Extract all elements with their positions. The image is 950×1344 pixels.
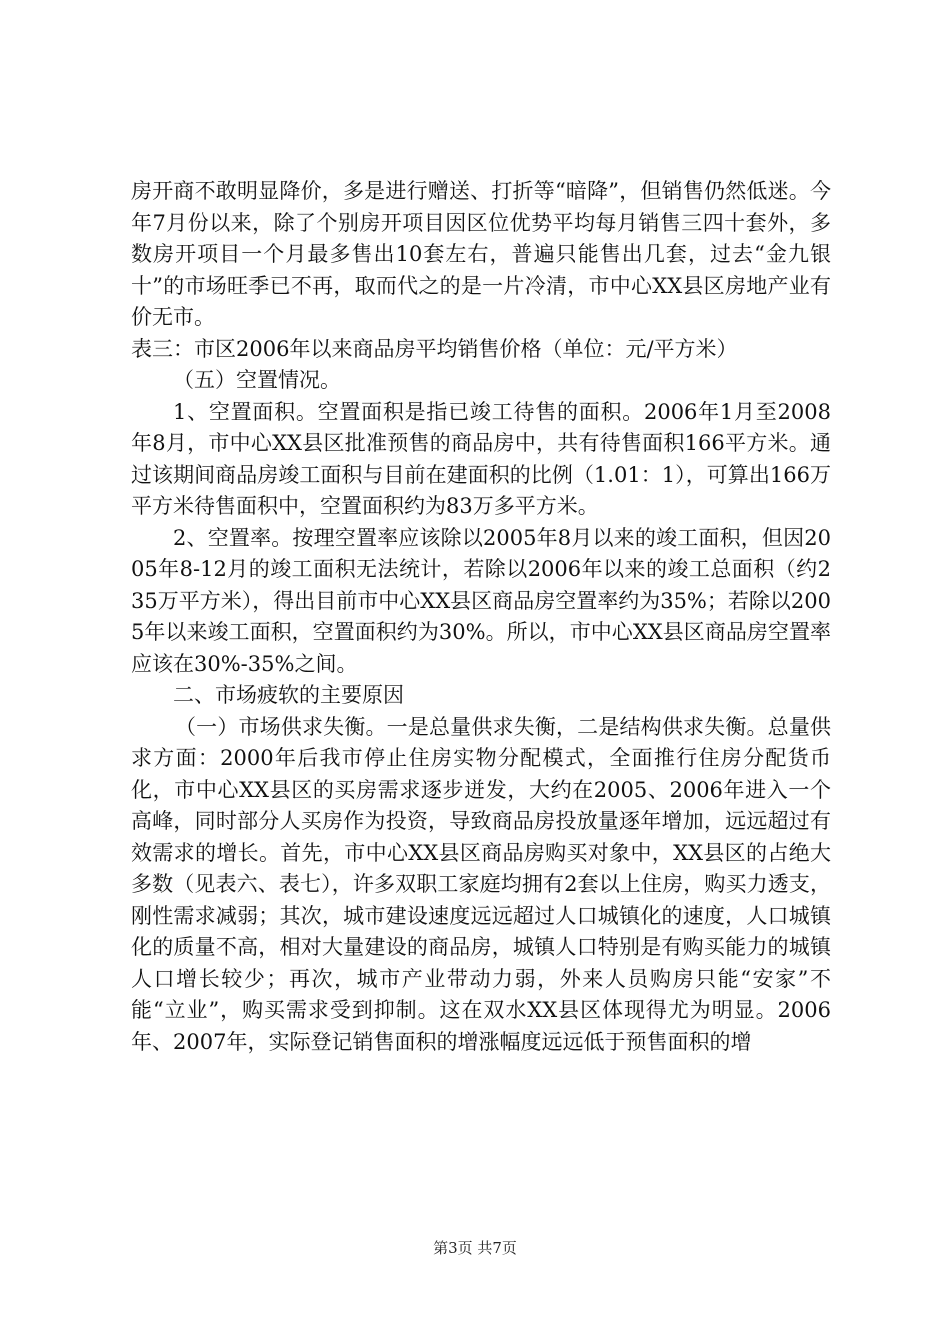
paragraph-supply-demand-imbalance: （一）市场供求失衡。一是总量供求失衡，二是结构供求失衡。总量供求方面：2000年后我市停止住房实物分配模式，全面推行住房分配货币化，市中心XX县区的买房需求逐步迸发，大约在2005、2006年进入一个高峰，同时部分人买房作为投资，导致商品房投放量逐年增加，远远超过有效需求的增长。首先，市中心XX县区商品房购买对象中，XX县区的占绝大多数（见表六、表七），许多双职工家庭均拥有2套以上住房，购买力透支，刚性需求减弱；其次，城市建设速度远远超过人口城镇化的速度，人口城镇化的质量不高，相对大量建设的商品房，城镇人口特别是有购买能力的城镇人口增长较少；再次，城市产业带动力弱，外来人员购房只能“安家”不能“立业”，购买需求受到抑制。这在双水XX县区体现得尤为明显。2006年、2007年，实际登记销售面积的增涨幅度远远低于预售面积的增	[131, 714, 831, 1054]
page-number-label: 第3页 共7页	[433, 1239, 517, 1257]
paragraph-table-caption: 表三：市区2006年以来商品房平均销售价格（单位：元/平方米）	[131, 336, 738, 361]
document-body	[131, 176, 831, 1058]
section-heading-main-causes: 二、市场疲软的主要原因	[173, 683, 404, 707]
paragraph-vacancy-rate: 2、空置率。按理空置率应该除以2005年8月以来的竣工面积，但因2005年8-12月的竣工面积无法统计，若除以2006年以来的竣工总面积（约235万平方米），得出目前市中心XX县区商品房空置率约为35%；若除以2005年以来竣工面积，空置面积约为30%。所以，市中心XX县区商品房空置率应该在30%-35%之间。	[131, 525, 831, 676]
page-footer	[0, 1238, 950, 1258]
paragraph-sales-slump: 房开商不敢明显降价，多是进行赠送、打折等“暗降”，但销售仍然低迷。今年7月份以来，除了个别房开项目因区位优势平均每月销售三四十套外，多数房开项目一个月最多售出10套左右，普遍只能售出几套，过去“金九银十”的市场旺季已不再，取而代之的是一片冷清，市中心XX县区房地产业有价无市。	[131, 179, 831, 329]
paragraph-vacancy-heading: （五）空置情况。	[173, 368, 341, 392]
paragraph-vacant-area: 1、空置面积。空置面积是指已竣工待售的面积。2006年1月至2008年8月，市中心XX县区批准预售的商品房中，共有待售面积166平方米。通过该期间商品房竣工面积与目前在建面积的比例（1.01：1），可算出166万平方米待售面积中，空置面积约为83万多平方米。	[131, 399, 831, 518]
